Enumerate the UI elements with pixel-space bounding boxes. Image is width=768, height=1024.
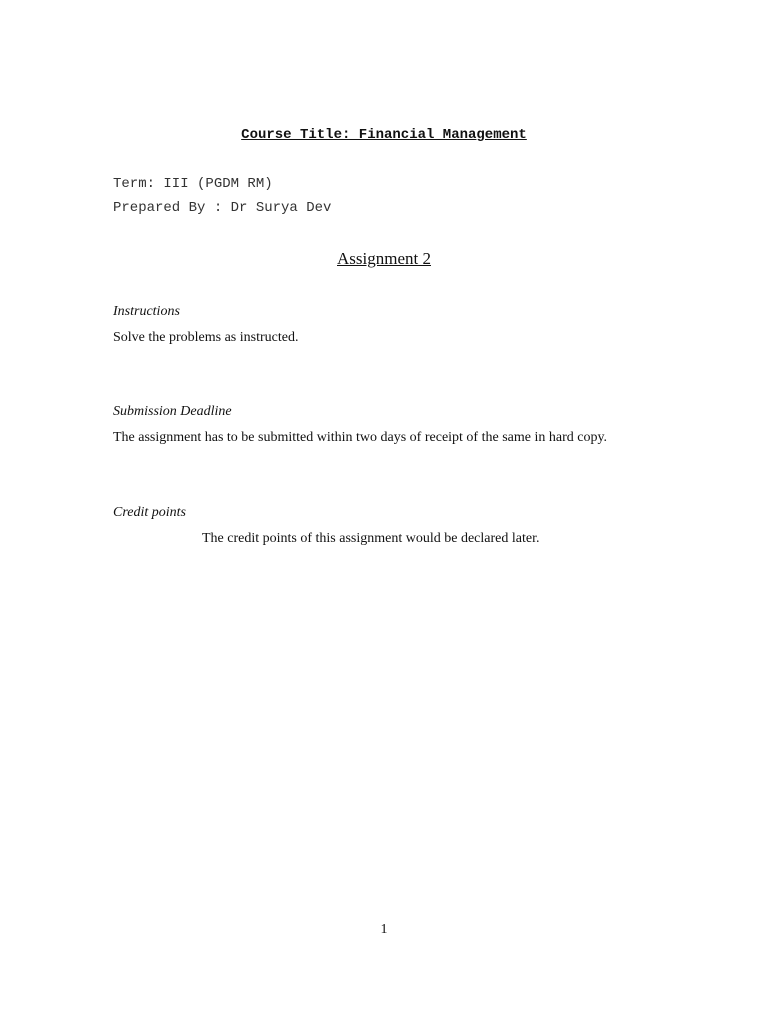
term-line: Term: III (PGDM RM) bbox=[113, 176, 273, 192]
prepared-by-line: Prepared By : Dr Surya Dev bbox=[113, 200, 332, 216]
course-title: Course Title: Financial Management bbox=[241, 127, 527, 143]
credit-points-text: The credit points of this assignment would be declared later. bbox=[202, 531, 540, 546]
credit-points-heading: Credit points bbox=[113, 505, 186, 520]
submission-deadline-heading: Submission Deadline bbox=[113, 404, 232, 419]
instructions-heading: Instructions bbox=[113, 304, 180, 319]
page-number: 1 bbox=[380, 922, 388, 937]
submission-deadline-text: The assignment has to be submitted within two days of receipt of the same in hard copy. bbox=[113, 430, 608, 445]
instructions-text: Solve the problems as instructed. bbox=[113, 330, 299, 345]
assignment-title: Assignment 2 bbox=[337, 249, 431, 268]
